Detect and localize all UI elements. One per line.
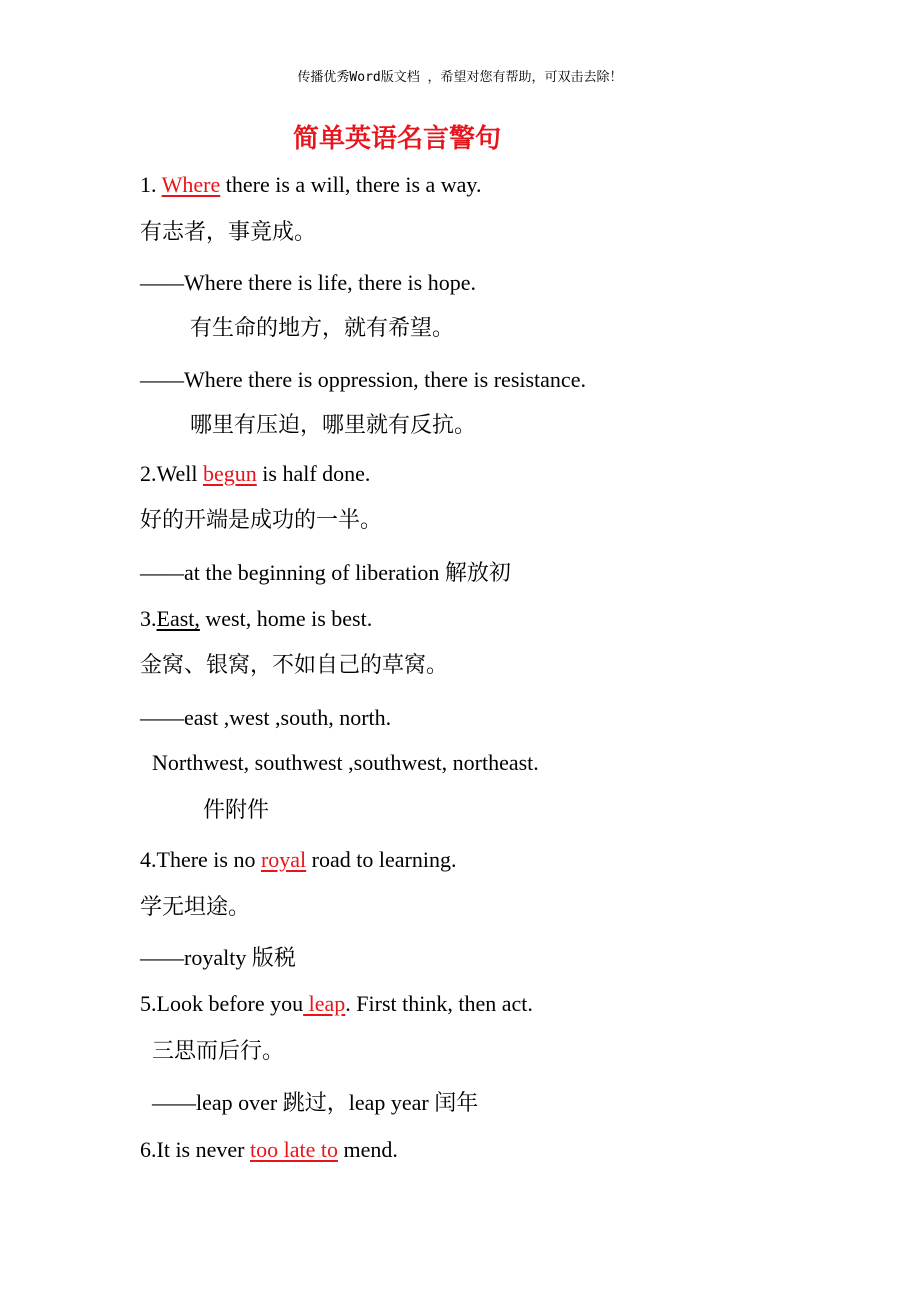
proverb-4	[140, 845, 456, 875]
proverb-3-extension-1: ——east ,west ,south, north.	[140, 705, 392, 730]
proverb-2	[140, 459, 370, 489]
proverb-1-prefix: 1.	[140, 172, 162, 197]
proverb-4-translation: 学无坦途。	[140, 895, 251, 920]
proverb-4-prefix: 4.There is no	[140, 847, 261, 872]
proverb-2-translation: 好的开端是成功的一半。	[140, 508, 383, 533]
proverb-2-prefix: 2.Well	[140, 461, 203, 486]
proverb-1-suffix: there is a will, there is a way.	[220, 172, 482, 197]
proverb-1-extension-2: ——Where there is oppression, there is resistance.	[140, 367, 586, 392]
proverb-2-keyword: begun	[203, 461, 257, 486]
proverb-2-extension-1: ——at the beginning of liberation 解放初	[140, 560, 511, 585]
proverb-5-extension-1: ——leap over 跳过，leap year 闰年	[152, 1090, 479, 1115]
proverb-4-keyword: royal	[260, 847, 307, 872]
proverb-1-keyword: Where	[161, 172, 221, 197]
proverb-4-extension-1: ——royalty 版税	[140, 945, 296, 970]
proverb-2-suffix: is half done.	[256, 461, 371, 486]
proverb-1	[140, 170, 482, 200]
proverb-3-extension-2: Northwest, southwest ,southwest, northeast.	[152, 750, 539, 775]
proverb-3-translation: 金窝、银窝，不如自己的草窝。	[140, 653, 449, 678]
proverb-3	[140, 604, 372, 634]
proverb-1-extension-1: ——Where there is life, there is hope.	[140, 270, 476, 295]
page-header-note: 传播优秀Word版文档 ，希望对您有帮助，可双击去除！	[297, 70, 623, 85]
proverb-1-translation: 有志者，事竟成。	[140, 220, 317, 245]
proverb-3-prefix: 3.	[140, 606, 157, 631]
proverb-6-suffix: mend.	[337, 1137, 398, 1162]
proverb-6	[140, 1135, 398, 1165]
proverb-3-keyword: East,	[156, 606, 200, 631]
page-title: 简单英语名言警句	[292, 124, 501, 154]
proverb-5-suffix: . First think, then act.	[345, 991, 533, 1016]
proverb-5-keyword: leap	[303, 991, 346, 1016]
proverb-5-prefix: 5.Look before you	[140, 991, 304, 1016]
proverb-4-suffix: road to learning.	[306, 847, 457, 872]
proverb-5	[140, 989, 533, 1019]
proverb-1-extension-2-translation: 哪里有压迫，哪里就有反抗。	[190, 413, 477, 438]
proverb-1-extension-1-translation: 有生命的地方，就有希望。	[190, 316, 455, 341]
proverb-3-suffix: west, home is best.	[199, 606, 373, 631]
proverb-3-extension-3: 件附件	[203, 798, 270, 823]
proverb-5-translation: 三思而后行。	[152, 1039, 285, 1064]
proverb-6-prefix: 6.It is never	[140, 1137, 250, 1162]
proverb-6-keyword: too late to	[249, 1137, 338, 1162]
